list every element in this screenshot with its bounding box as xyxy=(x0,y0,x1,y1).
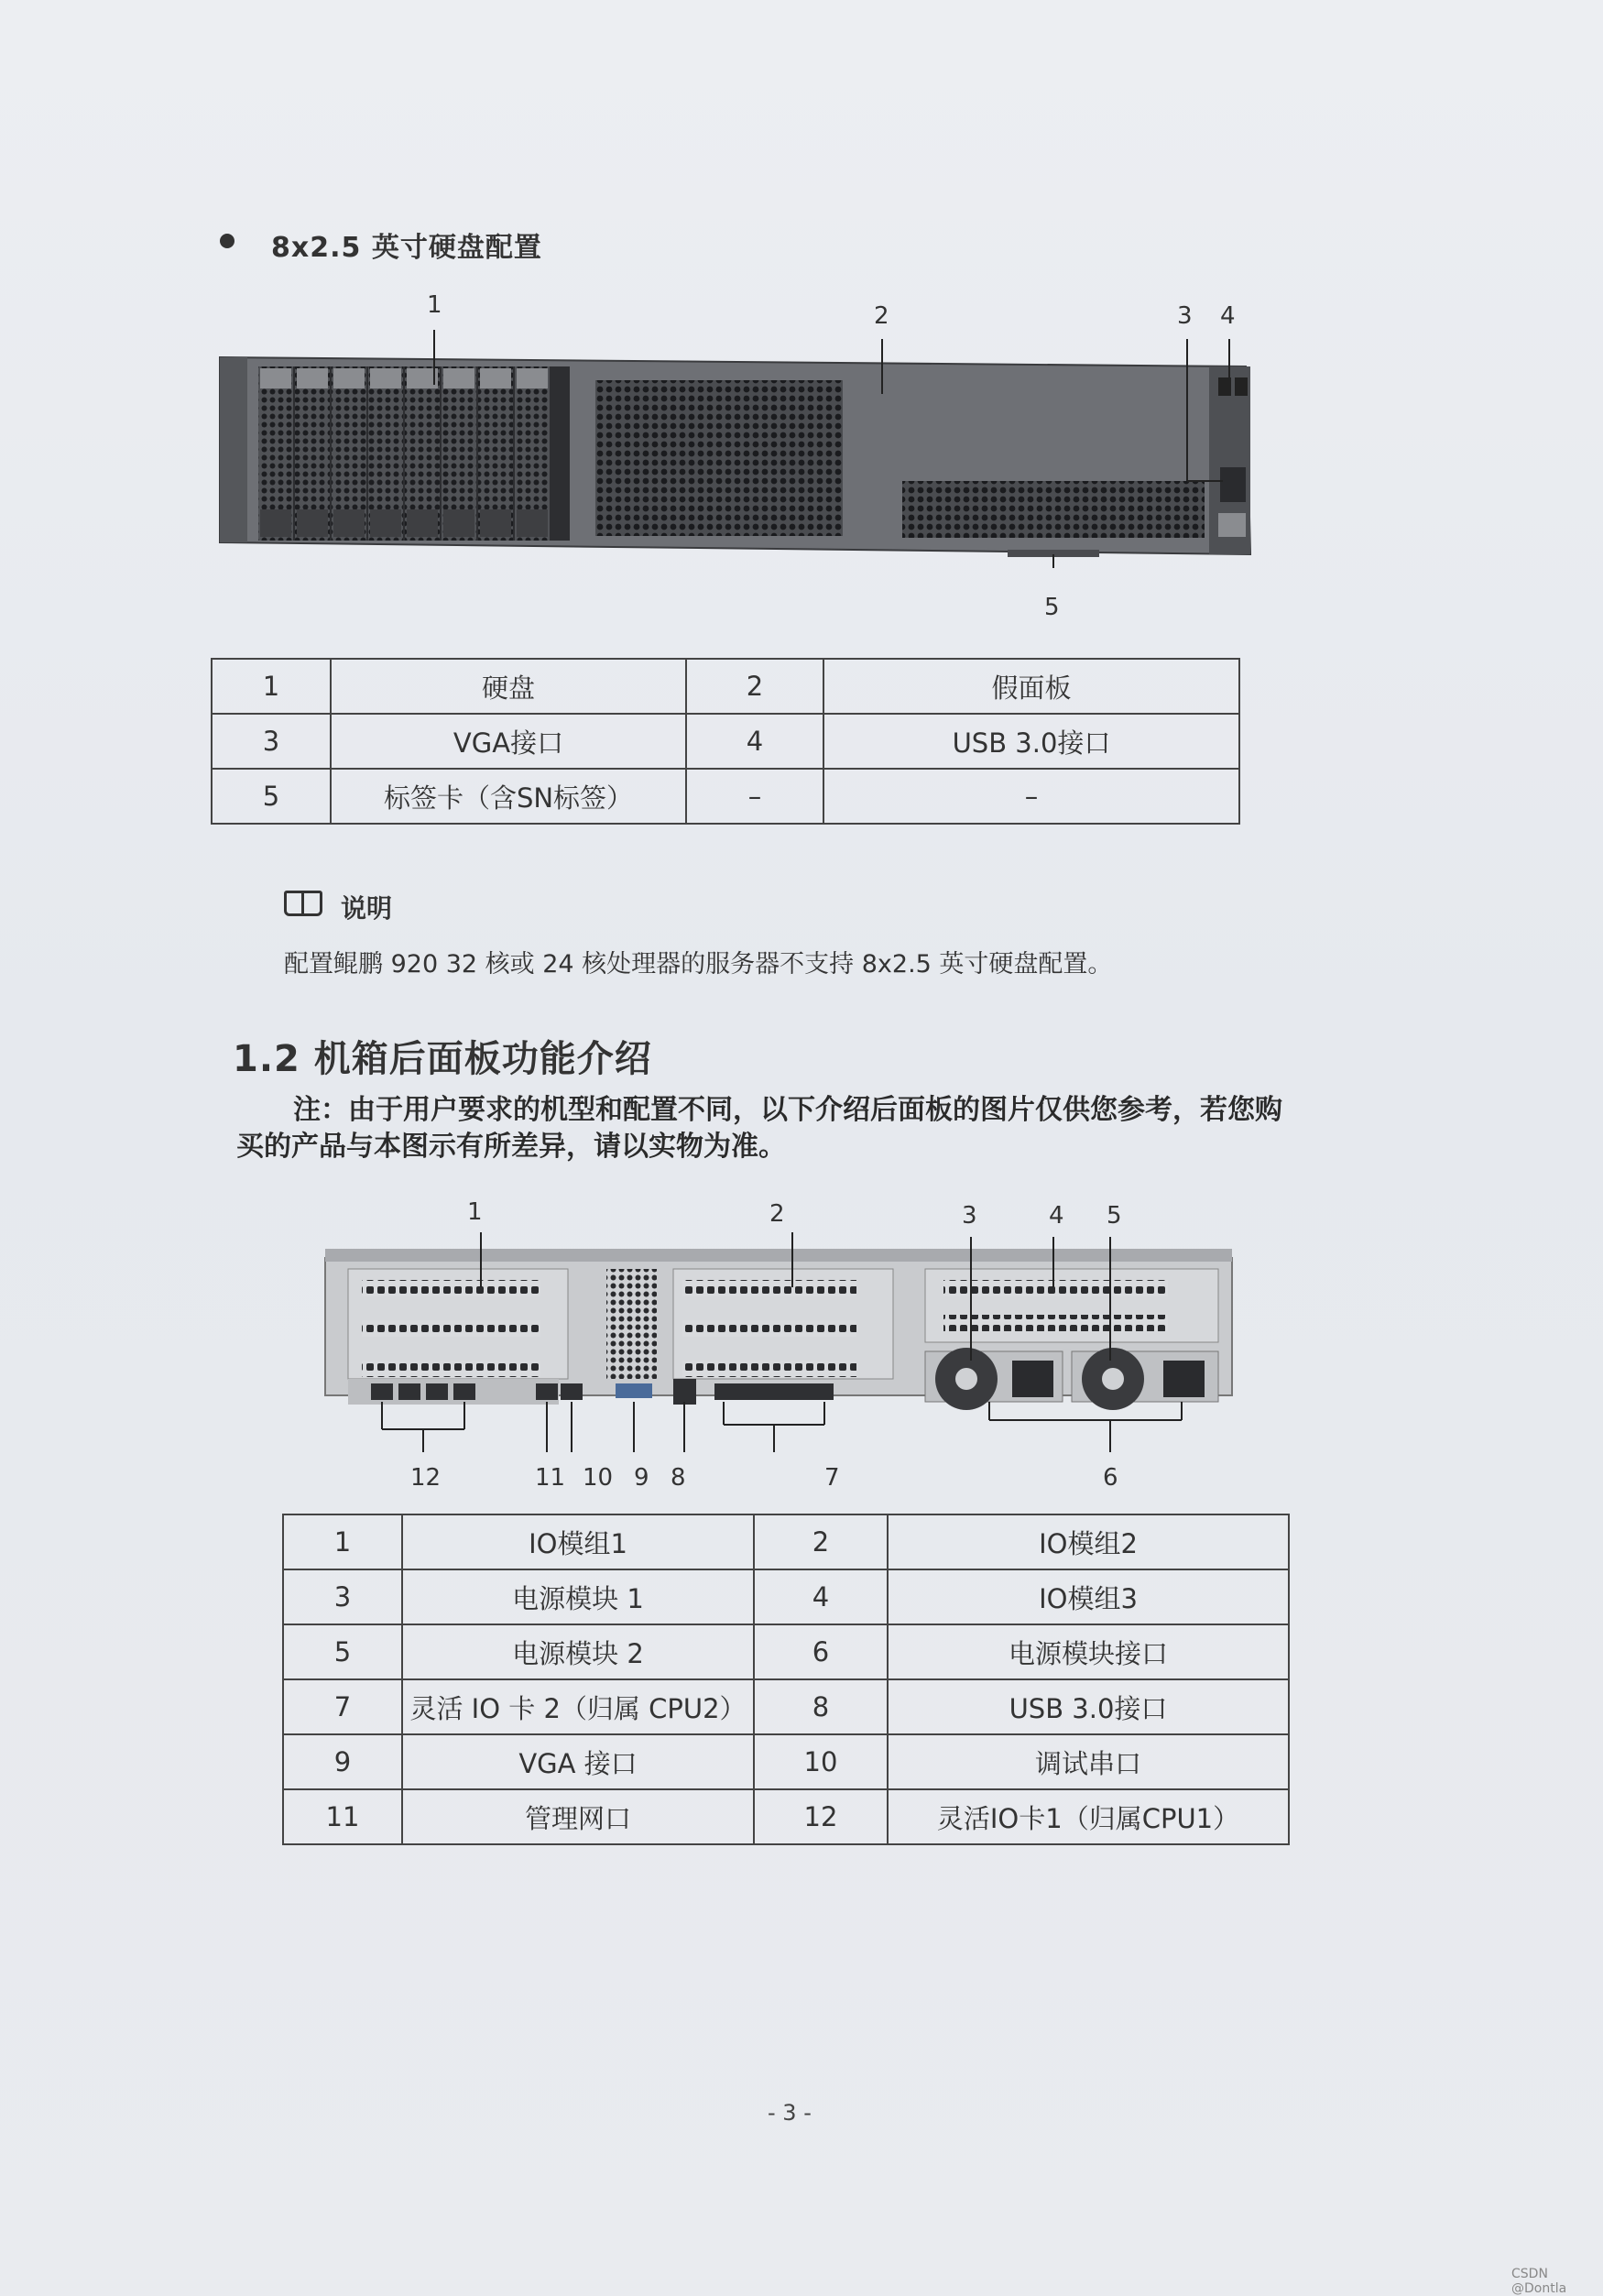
table-cell: 电源模块 2 xyxy=(402,1624,754,1679)
table-cell: 6 xyxy=(754,1624,888,1679)
table-cell: 灵活IO卡1（归属CPU1） xyxy=(888,1789,1289,1844)
front-callout-5: 5 xyxy=(1044,594,1060,621)
table-cell: USB 3.0接口 xyxy=(888,1679,1289,1734)
front-callout-3: 3 xyxy=(1177,302,1193,330)
table-row xyxy=(283,1624,1289,1679)
table-cell: USB 3.0接口 xyxy=(823,714,1239,769)
table-cell: VGA接口 xyxy=(331,714,686,769)
table-cell: 假面板 xyxy=(823,659,1239,714)
book-icon xyxy=(284,891,322,916)
section-title: 1.2 机箱后面板功能介绍 xyxy=(233,1038,652,1080)
table-row xyxy=(212,714,1239,769)
table-cell: 电源模块 1 xyxy=(402,1569,754,1624)
table-cell: 3 xyxy=(283,1569,402,1624)
table-cell: 管理网口 xyxy=(402,1789,754,1844)
rear-callout-9: 9 xyxy=(634,1464,649,1492)
table-cell: 3 xyxy=(212,714,331,769)
front-callout-4: 4 xyxy=(1220,302,1236,330)
table-cell: 1 xyxy=(212,659,331,714)
rear-callout-2: 2 xyxy=(769,1200,785,1228)
table-cell: 4 xyxy=(754,1569,888,1624)
rear-callout-10: 10 xyxy=(583,1464,614,1492)
table-cell: 11 xyxy=(283,1789,402,1844)
table-cell: IO模组2 xyxy=(888,1514,1289,1569)
front-config-heading: 8x2.5 英寸硬盘配置 xyxy=(271,232,542,264)
table-cell: 电源模块接口 xyxy=(888,1624,1289,1679)
front-panel-table xyxy=(211,658,1240,825)
table-cell: 调试串口 xyxy=(888,1734,1289,1789)
table-cell: 10 xyxy=(754,1734,888,1789)
rear-callout-3: 3 xyxy=(962,1202,977,1230)
table-row xyxy=(283,1734,1289,1789)
note-text: 配置鲲鹏 920 32 核或 24 核处理器的服务器不支持 8x2.5 英寸硬盘配置。 xyxy=(284,950,1113,979)
front-callout-1: 1 xyxy=(427,291,442,319)
rear-panel-image xyxy=(321,1232,1246,1471)
table-cell: – xyxy=(686,769,823,824)
table-cell: 2 xyxy=(686,659,823,714)
note-label: 说明 xyxy=(341,893,393,924)
front-panel-image xyxy=(211,330,1264,568)
rear-callout-11: 11 xyxy=(535,1464,566,1492)
table-cell: 1 xyxy=(283,1514,402,1569)
table-cell: VGA 接口 xyxy=(402,1734,754,1789)
table-row xyxy=(283,1569,1289,1624)
table-cell: – xyxy=(823,769,1239,824)
rear-callout-6: 6 xyxy=(1103,1464,1118,1492)
table-cell: 12 xyxy=(754,1789,888,1844)
table-row xyxy=(283,1789,1289,1844)
rear-callout-4: 4 xyxy=(1049,1202,1064,1230)
watermark: CSDN @Dontla xyxy=(1511,2267,1567,2296)
table-cell: 7 xyxy=(283,1679,402,1734)
table-cell: 硬盘 xyxy=(331,659,686,714)
table-row xyxy=(212,659,1239,714)
page-number: - 3 - xyxy=(768,2100,812,2126)
table-cell: 8 xyxy=(754,1679,888,1734)
rear-note-line-1: 注：由于用户要求的机型和配置不同，以下介绍后面板的图片仅供您参考，若您购 xyxy=(293,1094,1282,1126)
table-cell: 5 xyxy=(212,769,331,824)
table-row xyxy=(283,1679,1289,1734)
table-row xyxy=(283,1514,1289,1569)
table-cell: 9 xyxy=(283,1734,402,1789)
table-cell: IO模组3 xyxy=(888,1569,1289,1624)
rear-callout-12: 12 xyxy=(410,1464,442,1492)
table-cell: 2 xyxy=(754,1514,888,1569)
rear-panel-table xyxy=(282,1514,1290,1845)
rear-callout-5: 5 xyxy=(1107,1202,1122,1230)
table-cell: IO模组1 xyxy=(402,1514,754,1569)
table-cell: 灵活 IO 卡 2（归属 CPU2） xyxy=(402,1679,754,1734)
table-row xyxy=(212,769,1239,824)
table-cell: 4 xyxy=(686,714,823,769)
rear-callout-8: 8 xyxy=(671,1464,686,1492)
table-cell: 5 xyxy=(283,1624,402,1679)
rear-callout-7: 7 xyxy=(824,1464,840,1492)
bullet-icon xyxy=(220,234,234,248)
rear-note-line-2: 买的产品与本图示有所差异，请以实物为准。 xyxy=(236,1131,786,1163)
rear-callout-1: 1 xyxy=(467,1198,483,1226)
table-cell: 标签卡（含SN标签） xyxy=(331,769,686,824)
front-callout-2: 2 xyxy=(874,302,889,330)
